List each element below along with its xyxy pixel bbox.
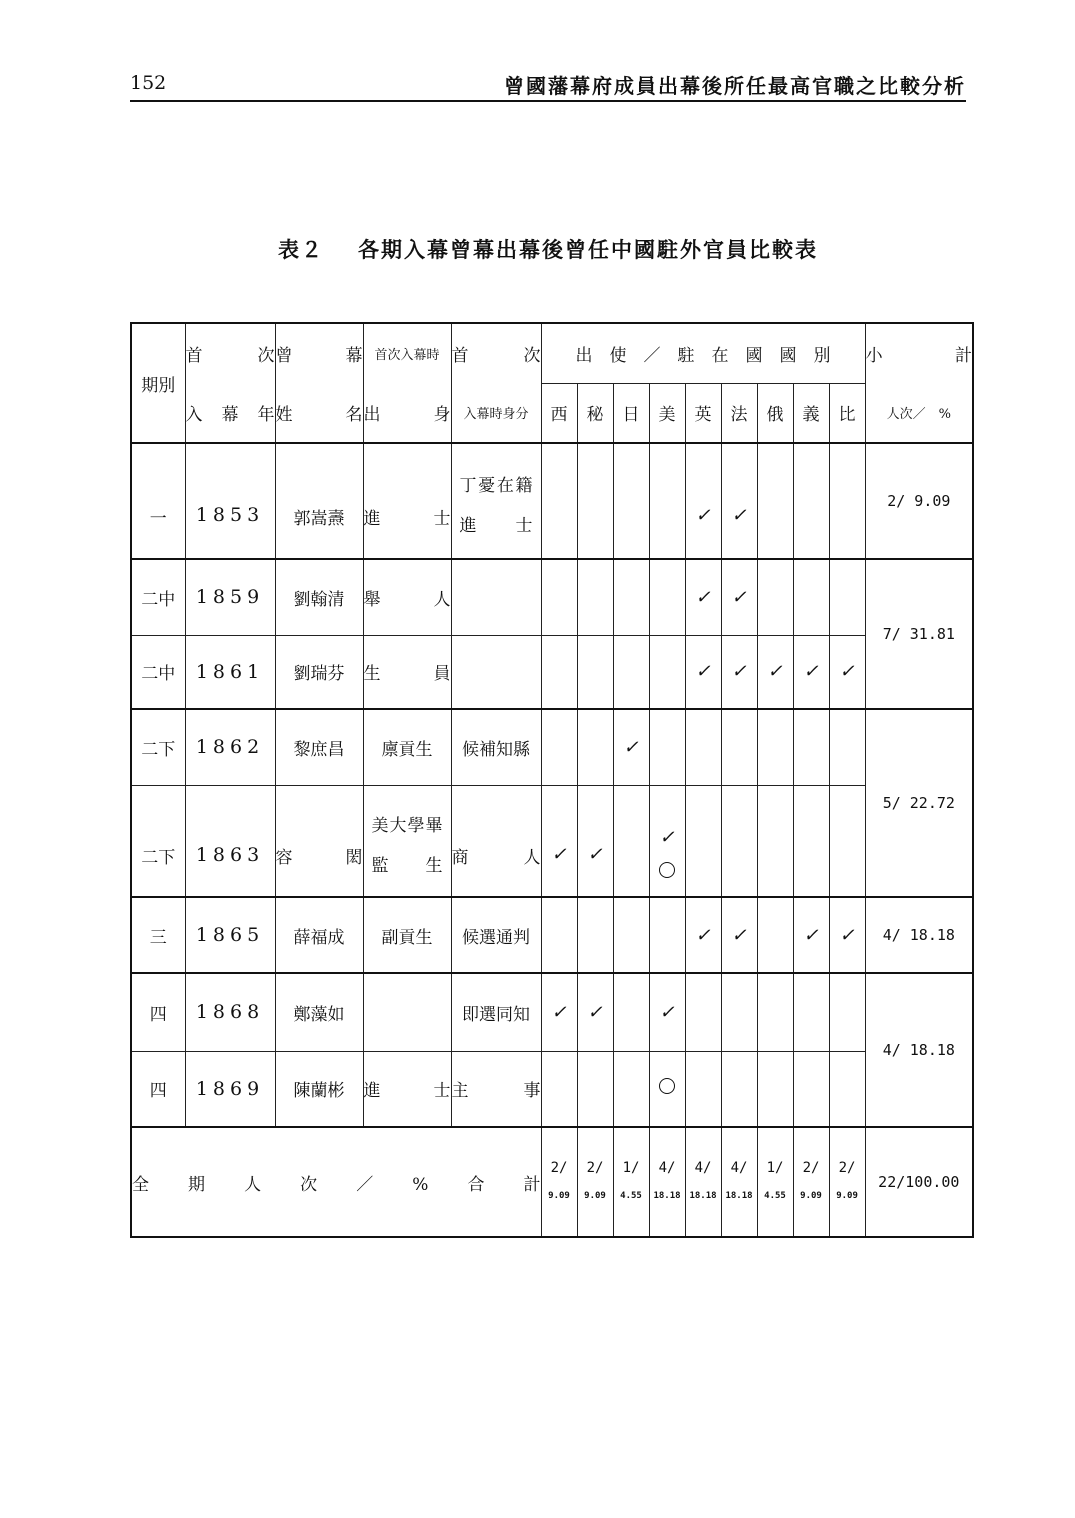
header-subtotal-top: 小 計 xyxy=(865,323,973,383)
row-mark: ✓ xyxy=(721,559,757,635)
row-mark: ✓ xyxy=(829,635,865,709)
row-mark xyxy=(613,559,649,635)
page-header xyxy=(130,68,966,102)
header-row-bottom xyxy=(131,383,973,443)
row-mark xyxy=(757,973,793,1051)
row-mark xyxy=(757,1051,793,1127)
totals-row xyxy=(131,1127,973,1237)
row-mark: ✓ xyxy=(757,635,793,709)
row-mark xyxy=(829,785,865,897)
row-mark: ✓ xyxy=(829,897,865,973)
row-mark: ✓ xyxy=(613,709,649,785)
row-mark xyxy=(613,973,649,1051)
row-mark xyxy=(577,897,613,973)
row-subtotal: 2/ 9.09 xyxy=(865,443,973,559)
row-mark xyxy=(793,559,829,635)
row-mark xyxy=(757,897,793,973)
total-pct: 4.55 xyxy=(764,1191,786,1201)
row-mark xyxy=(829,709,865,785)
header-country-group: 出 使 ／ 駐 在 國 國 別 xyxy=(541,323,865,383)
row-year: 1859 xyxy=(185,559,275,635)
row-subtotal: 7/ 31.81 xyxy=(865,559,973,709)
header-country: 法 xyxy=(721,383,757,443)
row-mark xyxy=(613,897,649,973)
row-mark: ✓ xyxy=(793,635,829,709)
row-mark: ✓ xyxy=(793,897,829,973)
row-origin-line2: 監 生 xyxy=(371,855,443,876)
row-mark xyxy=(541,897,577,973)
total-count: 2/ xyxy=(550,1160,568,1176)
table-row xyxy=(131,785,973,897)
row-year: 1865 xyxy=(185,897,275,973)
circle-icon xyxy=(659,1078,675,1094)
total-cell xyxy=(793,1127,829,1237)
row-subtotal: 5/ 22.72 xyxy=(865,709,973,897)
total-pct: 9.09 xyxy=(836,1191,858,1201)
row-mark xyxy=(541,709,577,785)
row-mark: ✓ xyxy=(577,785,613,897)
row-mark xyxy=(829,559,865,635)
row-mark xyxy=(649,709,685,785)
row-name: 薛福成 xyxy=(275,897,363,973)
total-cell xyxy=(613,1127,649,1237)
row-status: 候選通判 xyxy=(451,897,541,973)
row-mark: ✓ xyxy=(577,973,613,1051)
row-mark xyxy=(721,709,757,785)
total-cell xyxy=(829,1127,865,1237)
row-year: 1863 xyxy=(185,785,275,897)
row-mark xyxy=(685,709,721,785)
row-period: 二下 xyxy=(131,709,185,785)
row-mark xyxy=(757,559,793,635)
row-mark xyxy=(685,785,721,897)
row-name: 黎庶昌 xyxy=(275,709,363,785)
total-pct: 18.18 xyxy=(689,1191,717,1201)
total-cell xyxy=(541,1127,577,1237)
total-count: 4/ xyxy=(730,1160,748,1176)
row-mark-with-circle xyxy=(649,785,685,897)
row-year: 1861 xyxy=(185,635,275,709)
header-first-year-bottom: 入幕年 xyxy=(185,383,275,443)
row-mark xyxy=(649,443,685,559)
total-pct: 9.09 xyxy=(800,1191,822,1201)
row-name: 劉瑞芬 xyxy=(275,635,363,709)
header-rule xyxy=(130,100,966,102)
page-number: 152 xyxy=(130,72,167,94)
total-cell xyxy=(757,1127,793,1237)
row-mark xyxy=(793,1051,829,1127)
row-mark: ✓ xyxy=(685,443,721,559)
header-status-top: 首 次 xyxy=(451,323,541,383)
row-origin-line1: 美大學畢 xyxy=(371,815,443,836)
table-row xyxy=(131,559,973,635)
total-pct: 4.55 xyxy=(620,1191,642,1201)
total-pct: 18.18 xyxy=(653,1191,681,1201)
row-mark xyxy=(757,785,793,897)
table-caption: 各期入幕曾幕出幕後曾任中國駐外官員比較表 xyxy=(358,237,818,262)
circle-icon xyxy=(659,862,675,878)
row-mark xyxy=(541,635,577,709)
row-status: 主 事 xyxy=(451,1051,541,1127)
row-mark: ✓ xyxy=(659,826,675,848)
row-status: 即選同知 xyxy=(451,973,541,1051)
table-row xyxy=(131,635,973,709)
total-pct: 9.09 xyxy=(584,1191,606,1201)
table-row xyxy=(131,443,973,559)
row-origin: 生 員 xyxy=(363,635,451,709)
total-pct: 18.18 xyxy=(725,1191,753,1201)
row-mark xyxy=(541,559,577,635)
row-mark xyxy=(649,559,685,635)
row-year: 1869 xyxy=(185,1051,275,1127)
row-name: 陳蘭彬 xyxy=(275,1051,363,1127)
header-period: 期別 xyxy=(131,323,185,443)
total-count: 1/ xyxy=(766,1160,784,1176)
row-status: 商 人 xyxy=(451,785,541,897)
row-status-line1: 丁憂在籍 xyxy=(459,476,533,496)
total-count: 2/ xyxy=(838,1160,856,1176)
row-mark: ✓ xyxy=(685,897,721,973)
row-mark xyxy=(793,443,829,559)
header-country: 比 xyxy=(829,383,865,443)
header-country: 俄 xyxy=(757,383,793,443)
row-mark xyxy=(793,785,829,897)
row-origin: 副貢生 xyxy=(363,897,451,973)
header-name-bottom: 姓 名 xyxy=(275,383,363,443)
row-mark xyxy=(577,559,613,635)
row-subtotal: 4/ 18.18 xyxy=(865,973,973,1127)
row-period: 四 xyxy=(131,973,185,1051)
row-mark xyxy=(577,443,613,559)
row-status xyxy=(451,443,541,559)
row-status xyxy=(451,559,541,635)
row-mark xyxy=(829,443,865,559)
row-period: 四 xyxy=(131,1051,185,1127)
row-origin xyxy=(363,973,451,1051)
header-subtotal-bottom: 人次／ % xyxy=(865,383,973,443)
row-mark: ✓ xyxy=(541,973,577,1051)
total-cell xyxy=(649,1127,685,1237)
row-mark: ✓ xyxy=(685,559,721,635)
row-origin: 進 士 xyxy=(363,1051,451,1127)
header-country: 英 xyxy=(685,383,721,443)
row-mark xyxy=(613,1051,649,1127)
row-period: 三 xyxy=(131,897,185,973)
row-status-line2: 進 士 xyxy=(459,516,533,536)
row-name: 郭嵩燾 xyxy=(275,443,363,559)
header-country: 日 xyxy=(613,383,649,443)
row-mark xyxy=(793,709,829,785)
row-mark xyxy=(613,785,649,897)
total-cell xyxy=(721,1127,757,1237)
table-row xyxy=(131,1051,973,1127)
row-mark xyxy=(829,1051,865,1127)
table-row xyxy=(131,973,973,1051)
row-mark: ✓ xyxy=(541,785,577,897)
table-row xyxy=(131,709,973,785)
row-mark-circle xyxy=(649,1051,685,1127)
row-name: 容 閎 xyxy=(275,785,363,897)
header-status-bottom: 入幕時身分 xyxy=(451,383,541,443)
row-year: 1853 xyxy=(185,443,275,559)
row-mark xyxy=(685,973,721,1051)
row-origin xyxy=(363,785,451,897)
row-mark xyxy=(829,973,865,1051)
total-count: 1/ xyxy=(622,1160,640,1176)
header-country: 美 xyxy=(649,383,685,443)
header-country: 秘 xyxy=(577,383,613,443)
row-name: 劉翰清 xyxy=(275,559,363,635)
row-mark xyxy=(685,1051,721,1127)
table-row xyxy=(131,897,973,973)
header-row-top xyxy=(131,323,973,383)
row-year: 1868 xyxy=(185,973,275,1051)
row-status: 候補知縣 xyxy=(451,709,541,785)
row-mark xyxy=(757,709,793,785)
row-mark xyxy=(613,635,649,709)
row-year: 1862 xyxy=(185,709,275,785)
row-subtotal: 4/ 18.18 xyxy=(865,897,973,973)
row-mark xyxy=(577,635,613,709)
comparison-table xyxy=(130,322,974,1238)
totals-label: 全 期 人 次 ／ % 合 計 xyxy=(131,1127,541,1237)
row-period: 二中 xyxy=(131,635,185,709)
total-count: 4/ xyxy=(694,1160,712,1176)
row-origin: 廪貢生 xyxy=(363,709,451,785)
row-mark xyxy=(541,443,577,559)
row-mark xyxy=(721,1051,757,1127)
row-mark: ✓ xyxy=(649,973,685,1051)
header-name-top: 曾 幕 xyxy=(275,323,363,383)
grand-total: 22/100.00 xyxy=(865,1127,973,1237)
total-count: 2/ xyxy=(802,1160,820,1176)
row-mark xyxy=(541,1051,577,1127)
header-origin-top: 首次入幕時 xyxy=(363,323,451,383)
header-origin-bottom: 出 身 xyxy=(363,383,451,443)
row-mark xyxy=(577,1051,613,1127)
row-period: 一 xyxy=(131,443,185,559)
row-mark xyxy=(721,785,757,897)
running-title: 曾國藩幕府成員出幕後所任最高官職之比較分析 xyxy=(504,74,966,98)
table-title xyxy=(130,234,966,264)
row-mark xyxy=(577,709,613,785)
total-cell xyxy=(577,1127,613,1237)
total-count: 2/ xyxy=(586,1160,604,1176)
header-country: 義 xyxy=(793,383,829,443)
row-origin: 進 士 xyxy=(363,443,451,559)
row-mark: ✓ xyxy=(721,635,757,709)
row-mark: ✓ xyxy=(685,635,721,709)
row-mark xyxy=(757,443,793,559)
total-pct: 9.09 xyxy=(548,1191,570,1201)
row-mark xyxy=(649,635,685,709)
row-mark: ✓ xyxy=(721,443,757,559)
row-mark xyxy=(721,973,757,1051)
header-first-year-top: 首 次 xyxy=(185,323,275,383)
row-mark xyxy=(613,443,649,559)
row-period: 二中 xyxy=(131,559,185,635)
header-country: 西 xyxy=(541,383,577,443)
row-origin: 舉 人 xyxy=(363,559,451,635)
row-mark: ✓ xyxy=(721,897,757,973)
table-label: 表２ xyxy=(278,237,324,262)
total-cell xyxy=(685,1127,721,1237)
row-mark xyxy=(649,897,685,973)
total-count: 4/ xyxy=(658,1160,676,1176)
row-mark xyxy=(793,973,829,1051)
row-status xyxy=(451,635,541,709)
row-period: 二下 xyxy=(131,785,185,897)
row-name: 鄭藻如 xyxy=(275,973,363,1051)
